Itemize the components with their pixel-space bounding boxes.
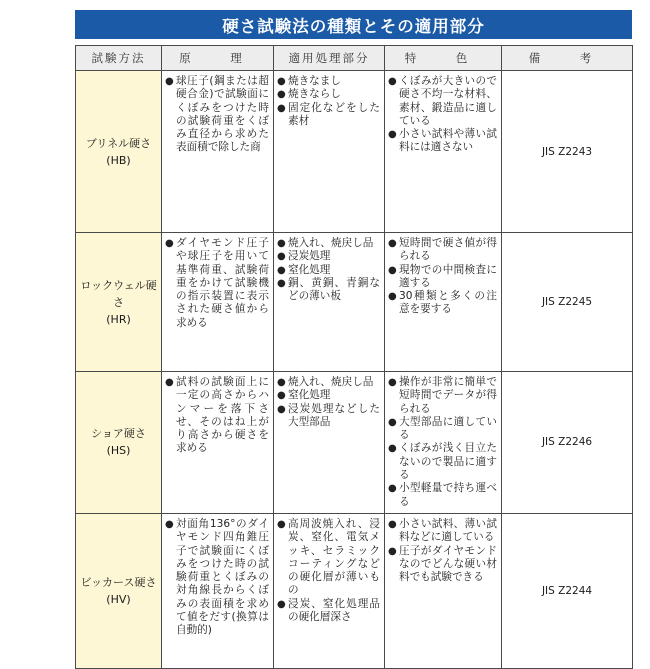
application-item — [277, 376, 380, 389]
application-cell — [274, 233, 385, 372]
application-cell — [274, 71, 385, 233]
standard-cell: JIS Z2246 — [502, 372, 633, 514]
header-remarks: 備 考 — [502, 46, 633, 71]
method-cell — [76, 233, 162, 372]
application-cell — [274, 513, 385, 668]
features-text: 小型軽量で持ち運べる — [399, 482, 497, 508]
bullet-icon: ● — [277, 102, 286, 114]
features-text: くぼみが大きいので硬さ不均一な材料、素材、鍛造品に適している — [399, 75, 497, 127]
bullet-icon: ● — [388, 76, 397, 87]
application-text: 焼きならし — [288, 88, 341, 101]
application-item — [277, 277, 380, 304]
application-text: 窒化処理 — [288, 263, 331, 276]
method-symbol: (HS) — [106, 444, 131, 458]
features-item — [388, 290, 497, 317]
method-symbol: (HR) — [106, 312, 131, 326]
application-list — [277, 518, 380, 624]
application-text: 焼入れ、焼戻し品 — [288, 376, 374, 388]
principle-item — [165, 518, 269, 638]
principle-cell — [162, 372, 274, 514]
header-method: 試験方法 — [76, 46, 162, 71]
method-name: ビッカース硬さ — [80, 575, 157, 589]
application-item — [277, 389, 380, 402]
principle-text: 球圧子(鋼または超硬合金)で試験面にくぼみをつけた時の試験荷重をくぼみ直径から求めた表面積で除した商 — [176, 75, 269, 154]
application-item — [277, 102, 380, 129]
application-cell — [274, 372, 385, 514]
standard-cell: JIS Z2243 — [502, 71, 633, 233]
method-symbol: (HB) — [106, 153, 131, 167]
features-list — [388, 518, 497, 584]
features-text: 小さい試料や薄い試料には適さない — [399, 128, 497, 154]
bullet-icon: ● — [277, 390, 286, 402]
bullet-icon: ● — [277, 277, 286, 289]
bullet-icon: ● — [165, 238, 174, 249]
application-text: 焼入れ、焼戻し品 — [288, 237, 374, 249]
hardness-test-table — [75, 45, 633, 669]
application-text: 焼きなまし — [288, 75, 341, 87]
bullet-icon: ● — [388, 416, 397, 428]
bullet-icon: ● — [388, 518, 397, 530]
application-item — [277, 75, 380, 88]
features-text: くぼみが浅く目立たないので製品に適する — [399, 442, 497, 482]
principle-text: 試料の試験面上に一定の高さからハンマーを落下させ、そのはね上がり高さから硬さを求める — [176, 376, 269, 455]
header-principle: 原 理 — [162, 46, 274, 71]
features-cell — [385, 71, 502, 233]
features-item — [388, 442, 497, 482]
principle-cell — [162, 513, 274, 668]
bullet-icon: ● — [165, 377, 174, 388]
bullet-icon: ● — [388, 443, 397, 455]
bullet-icon: ● — [277, 598, 286, 610]
header-application: 適用処理部分 — [274, 46, 385, 71]
features-item — [388, 482, 497, 509]
features-text: 圧子がダイヤモンドなのでどんな硬い材料でも試験できる — [399, 544, 497, 584]
bullet-icon: ● — [277, 238, 286, 249]
application-text: 銅、黄銅、青銅などの薄い板 — [288, 276, 380, 303]
standard-cell: JIS Z2244 — [502, 513, 633, 668]
table-row — [76, 372, 633, 514]
application-text: 高周波焼入れ、浸炭、窒化、電気メッキ、セラミックコーティングなどの硬化層が薄いもの — [288, 517, 380, 597]
application-text: 窒化処理 — [288, 389, 331, 402]
bullet-icon: ● — [388, 238, 397, 249]
features-list — [388, 376, 497, 509]
features-item — [388, 237, 497, 264]
principle-item — [165, 376, 269, 456]
bullet-icon: ● — [388, 545, 397, 557]
application-text: 浸炭処理 — [288, 250, 331, 263]
application-item — [277, 598, 380, 625]
bullet-icon: ● — [388, 291, 397, 303]
application-item — [277, 403, 380, 430]
application-list — [277, 376, 380, 429]
bullet-icon: ● — [388, 483, 397, 495]
principle-text: 対面角136°のダイヤモンド四角錐圧子で試験面にくぼみをつけた時の試験荷重とくぼみの対角線長からくぼみの表面積を求めて値をだす(換算は自動的) — [176, 517, 269, 637]
bullet-icon: ● — [165, 76, 174, 87]
features-cell — [385, 233, 502, 372]
bullet-icon: ● — [277, 377, 286, 388]
application-item — [277, 88, 380, 101]
standard-cell: JIS Z2245 — [502, 233, 633, 372]
principle-list — [165, 518, 269, 638]
method-cell — [76, 372, 162, 514]
features-item — [388, 376, 497, 416]
principle-item — [165, 237, 269, 330]
features-text: 操作が非常に簡単で短時間でデータが得られる — [399, 376, 497, 415]
table-row — [76, 71, 633, 233]
principle-item — [165, 75, 269, 155]
principle-cell — [162, 233, 274, 372]
bullet-icon: ● — [388, 264, 397, 276]
features-text: 30種類と多くの注意を要する — [399, 290, 497, 316]
bullet-icon: ● — [165, 518, 174, 530]
features-cell — [385, 513, 502, 668]
bullet-icon: ● — [388, 129, 397, 141]
principle-cell — [162, 71, 274, 233]
table-row — [76, 513, 633, 668]
application-text: 浸炭処理などした大型部品 — [288, 402, 380, 428]
features-text: 小さい試料、薄い試料などに適している — [399, 517, 497, 544]
features-item — [388, 264, 497, 291]
bullet-icon: ● — [277, 89, 286, 101]
application-list — [277, 237, 380, 303]
application-item — [277, 237, 380, 250]
features-list — [388, 75, 497, 155]
header-features: 特 色 — [385, 46, 502, 71]
features-item — [388, 128, 497, 155]
method-cell — [76, 71, 162, 233]
features-cell — [385, 372, 502, 514]
principle-text: ダイヤモンド圧子や球圧子を用いて基準荷重、試験荷重をかけて試験機の指示装置に表示された硬さ値から求める — [176, 237, 269, 329]
application-list — [277, 75, 380, 128]
method-name: ショア硬さ — [91, 427, 146, 441]
features-item — [388, 545, 497, 585]
bullet-icon: ● — [277, 264, 286, 276]
features-text: 現物での中間検査に適する — [399, 263, 497, 289]
application-item — [277, 250, 380, 263]
features-item — [388, 518, 497, 545]
application-item — [277, 264, 380, 277]
features-text: 短時間で硬さ値が得られる — [399, 237, 497, 263]
table-row — [76, 233, 633, 372]
principle-list — [165, 237, 269, 330]
page-title: 硬さ試験法の種類とその適用部分 — [75, 10, 632, 39]
application-text: 浸炭、窒化処理品の硬化層深さ — [288, 597, 380, 624]
application-text: 固定化などをした素材 — [288, 101, 380, 127]
method-name: ロックウェル硬さ — [80, 278, 157, 309]
features-item — [388, 416, 497, 443]
features-list — [388, 237, 497, 317]
bullet-icon: ● — [277, 76, 286, 87]
header-row — [76, 46, 633, 71]
features-text: 大型部品に適している — [399, 415, 497, 442]
features-item — [388, 75, 497, 128]
bullet-icon: ● — [388, 377, 397, 388]
principle-list — [165, 376, 269, 456]
principle-list — [165, 75, 269, 155]
application-item — [277, 518, 380, 598]
method-name: ブリネル硬さ — [85, 136, 152, 150]
bullet-icon: ● — [277, 518, 286, 530]
method-cell — [76, 513, 162, 668]
bullet-icon: ● — [277, 251, 286, 263]
bullet-icon: ● — [277, 403, 286, 415]
method-symbol: (HV) — [106, 592, 131, 606]
